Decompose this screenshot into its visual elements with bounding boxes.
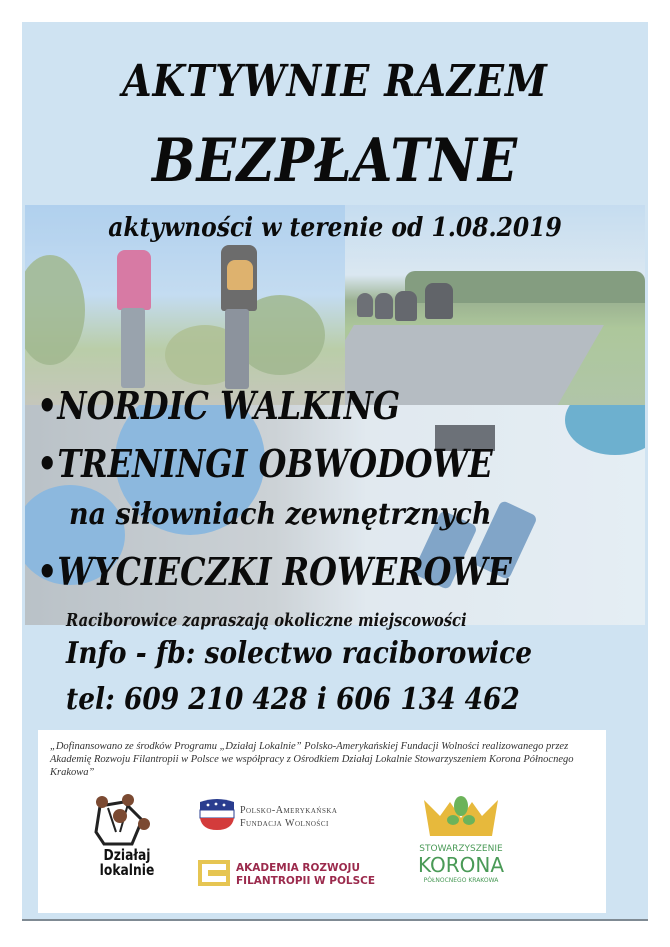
flag-bowl-icon: [198, 798, 236, 832]
paf-logo: [198, 798, 378, 838]
korona-line1: STOWARZYSZENIE: [419, 844, 503, 854]
flowers-envelope-icon: [86, 792, 156, 848]
info-facebook: Info - fb: solectwo raciborowice: [66, 636, 533, 671]
arf-logo: [198, 858, 398, 892]
activity-bike-trips: •WYCIECZKI ROWEROWE: [37, 549, 512, 594]
crown-leaf-icon: [406, 792, 516, 842]
korona-line3: PÓŁNOCNEGO KRAKOWA: [423, 877, 499, 884]
dzialaj-lokalnie-logo: [86, 792, 156, 882]
activity-nordic-walking: •NORDIC WALKING: [37, 383, 401, 428]
sponsors-box: [38, 730, 606, 913]
korona-line2: KORONA: [417, 853, 505, 877]
poster-title: AKTYWNIE RAZEM: [122, 56, 548, 107]
arf-bracket-icon: [198, 858, 232, 888]
activity-outdoor-gyms: na siłowniach zewnętrznych: [69, 497, 492, 532]
korona-logo: [406, 792, 516, 892]
activity-circuit-training: •TRENINGI OBWODOWE: [37, 441, 493, 486]
invitation-text: Raciborowice zapraszają okoliczne miejscowości: [66, 610, 467, 631]
paf-line2: Fundacja Wolności: [240, 818, 329, 829]
poster: [22, 22, 648, 921]
poster-headline-free: BEZPŁATNE: [152, 126, 518, 196]
arf-line1: AKADEMIA ROZWOJU: [236, 862, 360, 874]
funding-note: „Dofinansowano ze środków Programu „Działaj Lokalnie” Polsko-Amerykańskiej Fundacji Wolności realizowanego przez Akademię Rozwoju Filantropii w Polsce we współpracy z Ośrodkiem Działaj Lokalnie Stowarzyszeniem Korona Północnego Krakowa”: [50, 741, 574, 778]
dzialaj-label: Działaj: [103, 846, 151, 864]
lokalnie-label: lokalnie: [99, 861, 155, 879]
paf-line1: Polsko-Amerykańska: [240, 805, 338, 816]
info-phone: tel: 609 210 428 i 606 134 462: [66, 682, 520, 717]
photo-collage: [25, 205, 645, 625]
activities-subtitle: aktywności w terenie od 1.08.2019: [108, 213, 562, 243]
arf-line2: FILANTROPII W POLSCE: [236, 875, 376, 887]
